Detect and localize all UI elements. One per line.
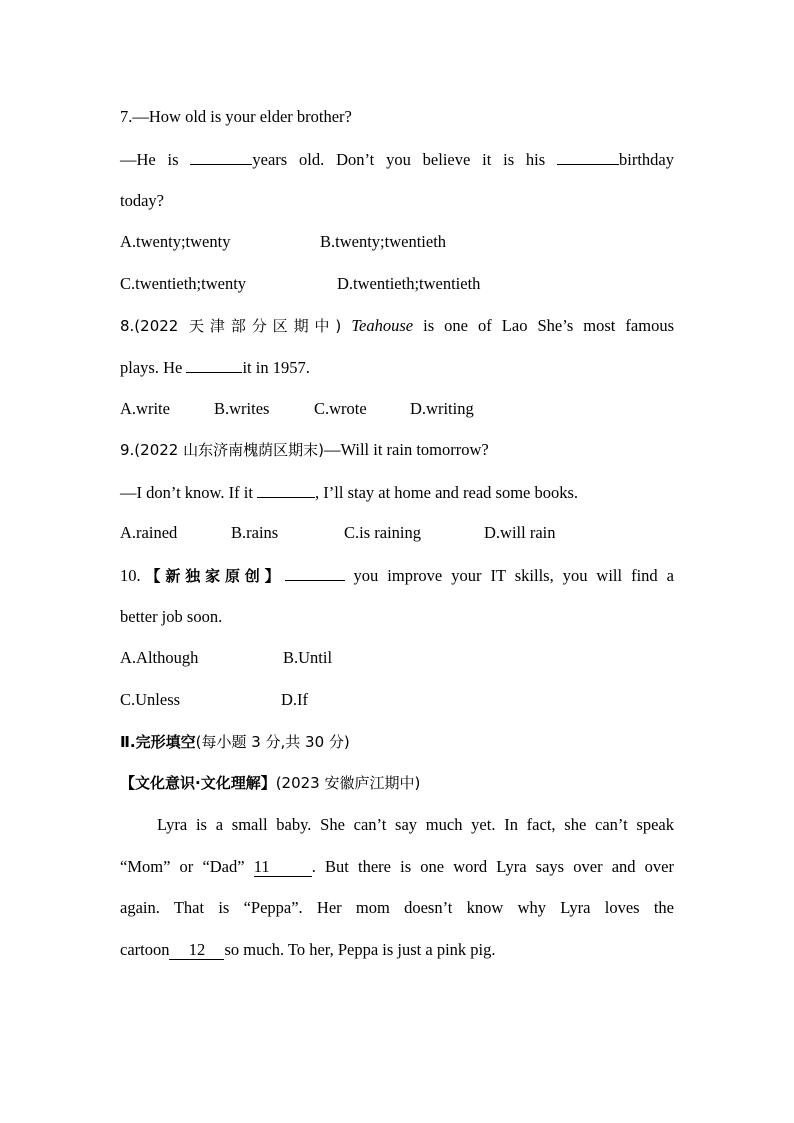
passage-line4-a: cartoon [120,940,170,959]
section2-source: (2023 安徽庐江期中) [275,774,421,792]
passage-line2-a: “Mom” or “Dad” [120,857,245,876]
section2-title: Ⅱ.完形填空 [120,733,196,751]
q10-options-row2 [120,690,720,710]
q8-option-d[interactable]: D.writing [410,399,474,418]
section2-heading [120,732,350,752]
q8-option-b[interactable]: B.writes [214,399,270,418]
passage-line2-b: . But there is one word Lyra says over and over [311,857,674,876]
q9-question: —Will it rain tomorrow? [323,440,489,459]
q10-option-c[interactable]: C.Unless [120,690,181,709]
cloze-blank-12[interactable]: 12 [169,941,224,960]
q8-title: Teahouse [351,316,414,335]
q9-line2-b: , I’ll stay at home and read some books. [315,483,579,502]
q7-option-d[interactable]: D.twentieth;twentieth [337,274,481,293]
q7-line2-a: —He is [120,150,179,169]
passage-line4-b: so much. To her, Peppa is just a pink pig. [224,940,496,959]
q7-line3: today? [120,191,164,210]
q7-line2 [120,149,674,170]
q7-stem: 7.—How old is your elder brother? [120,107,352,126]
q10-line1-b: you improve your IT skills, you will find a [353,566,674,585]
section2-tag: 【文化意识·文化理解】 [120,774,276,792]
q8-rest: is one of Lao She’s most famous [423,316,674,335]
q10-stem [120,565,674,586]
q8-option-a[interactable]: A.write [120,399,170,418]
q7-options-row2 [120,274,720,294]
q7-option-c[interactable]: C.twentieth;twenty [120,274,247,293]
q10-option-a[interactable]: A.Although [120,648,199,667]
q7-line2-b: years old. Don’t you believe it is his [252,150,546,169]
q7-blank-2 [557,149,619,165]
q7-option-a[interactable]: A.twenty;twenty [120,232,231,251]
q9-line2-a: —I don’t know. If it [120,483,253,502]
q10-blank [285,565,345,581]
q9-option-c[interactable]: C.is raining [344,523,421,542]
q9-options [120,523,720,543]
q7-options-row1 [120,232,720,252]
q9-stem [120,440,489,460]
q9-option-b[interactable]: B.rains [231,523,279,542]
section2-subheading [120,773,420,793]
q10-option-b[interactable]: B.Until [283,648,333,667]
q8-line2 [120,357,310,378]
passage-line-1: Lyra is a small baby. She can’t say much yet. In fact, she can’t speak [157,815,674,834]
q8-stem [120,316,674,336]
q10-options-row1 [120,648,720,668]
passage-line-3: again. That is “Peppa”. Her mom doesn’t know why Lyra loves the [120,898,674,917]
passage-line-2 [120,857,674,877]
q9-line2 [120,482,578,503]
section2-score: (每小题 3 分,共 30 分) [195,733,350,751]
passage-line-4 [120,940,496,960]
q7-option-b[interactable]: B.twenty;twentieth [320,232,447,251]
q8-line2-b: it in 1957. [242,358,310,377]
q8-line2-a: plays. He [120,358,183,377]
q9-option-a[interactable]: A.rained [120,523,178,542]
q8-blank [186,357,242,373]
q10-tag: 【新独家原创】 [140,567,285,585]
q9-option-d[interactable]: D.will rain [484,523,556,542]
q10-line2: better job soon. [120,607,223,626]
q8-source: 8.(2022 天津部分区期中) [120,317,342,335]
q10-number: 10. [120,566,141,585]
q10-option-d[interactable]: D.If [281,690,309,709]
q7-line2-c: birthday [619,150,675,169]
q9-source: 9.(2022 山东济南槐荫区期末) [120,441,324,459]
q8-options [120,399,720,419]
q8-option-c[interactable]: C.wrote [314,399,367,418]
q9-blank [257,482,315,498]
cloze-blank-11[interactable]: 11 [254,858,312,877]
q7-blank-1 [190,149,252,165]
